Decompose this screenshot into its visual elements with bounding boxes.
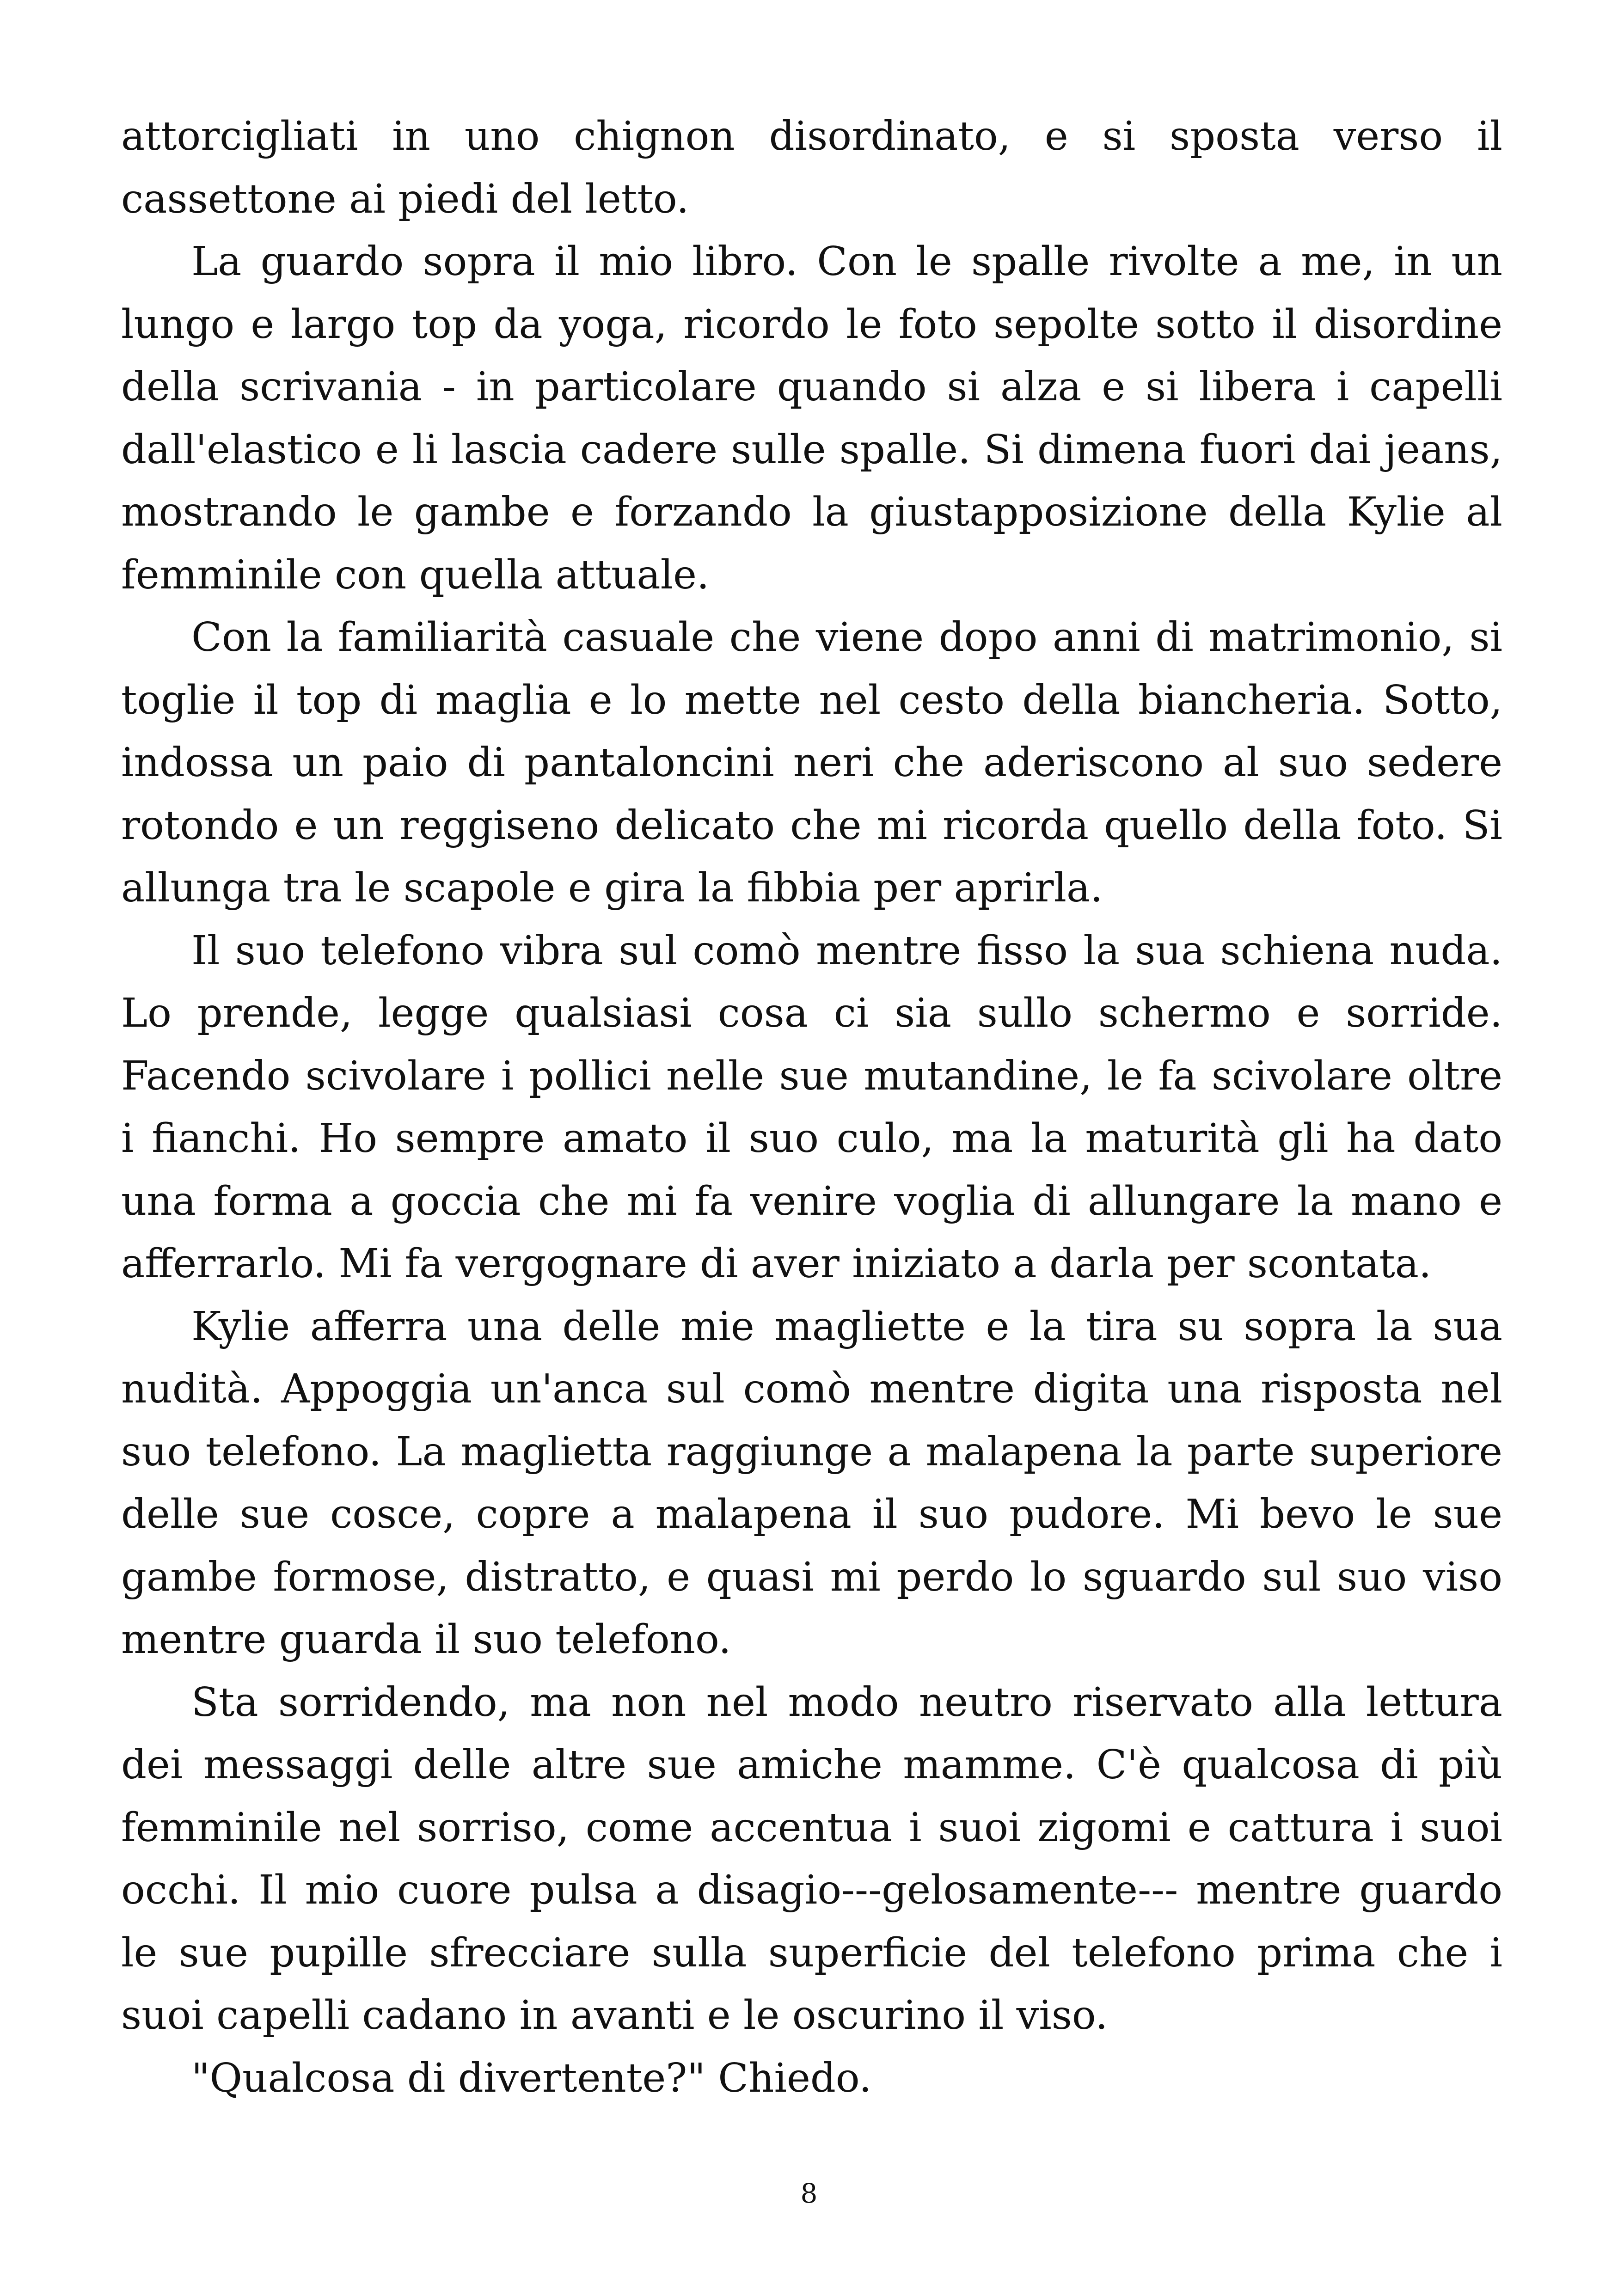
page-number: 8 xyxy=(800,2178,818,2209)
body-text xyxy=(121,105,1502,2110)
paragraph: attorcigliati in uno chignon disordinato, e si sposta verso il cassettone ai piedi del letto. xyxy=(121,113,1502,222)
paragraph: Con la familiarità casuale che viene dopo anni di matrimonio, si toglie il top di maglia e lo mette nel cesto della biancheria. Sotto, indossa un paio di pantaloncini neri che aderiscono al suo sedere rotondo e un reggiseno delicato che mi ricorda quello della foto. Si allunga tra le scapole e gira la fibbia per aprirla. xyxy=(121,614,1502,911)
paragraph: La guardo sopra il mio libro. Con le spalle rivolte a me, in un lungo e largo top da yoga, ricordo le foto sepolte sotto il disordine della scrivania - in particolare quando si alza e si libera i capelli dall'elastico e li lascia cadere sulle spalle. Si dimena fuori dai jeans, mostrando le gambe e forzando la giustapposizione della Kylie al femminile con quella attuale. xyxy=(121,239,1502,598)
paragraph: Il suo telefono vibra sul comò mentre fisso la sua schiena nuda. Lo prende, legge qualsiasi cosa ci sia sullo schermo e sorride. Facendo scivolare i pollici nelle sue mutandine, le fa scivolare oltre i fianchi. Ho sempre amato il suo culo, ma la maturità gli ha dato una forma a goccia che mi fa venire voglia di allungare la mano e afferrarlo. Mi fa vergognare di aver iniziato a darla per scontata. xyxy=(121,927,1502,1287)
paragraph: Kylie afferra una delle mie magliette e la tira su sopra la sua nudità. Appoggia un'anca sul comò mentre digita una risposta nel suo telefono. La maglietta raggiunge a malapena la parte superiore delle sue cosce, copre a malapena il suo pudore. Mi bevo le sue gambe formose, distratto, e quasi mi perdo lo sguardo sul suo viso mentre guarda il suo telefono. xyxy=(121,1303,1502,1663)
paragraph: "Qualcosa di divertente?" Chiedo. xyxy=(191,2055,872,2101)
paragraph: Sta sorridendo, ma non nel modo neutro riservato alla lettura dei messaggi delle altre sue amiche mamme. C'è qualcosa di più femminile nel sorriso, come accentua i suoi zigomi e cattura i suoi occhi. Il mio cuore pulsa a disagio---gelosamente--- mentre guardo le sue pupille sfrecciare sulla superficie del telefono prima che i suoi capelli cadano in avanti e le oscurino il viso. xyxy=(121,1679,1502,2039)
